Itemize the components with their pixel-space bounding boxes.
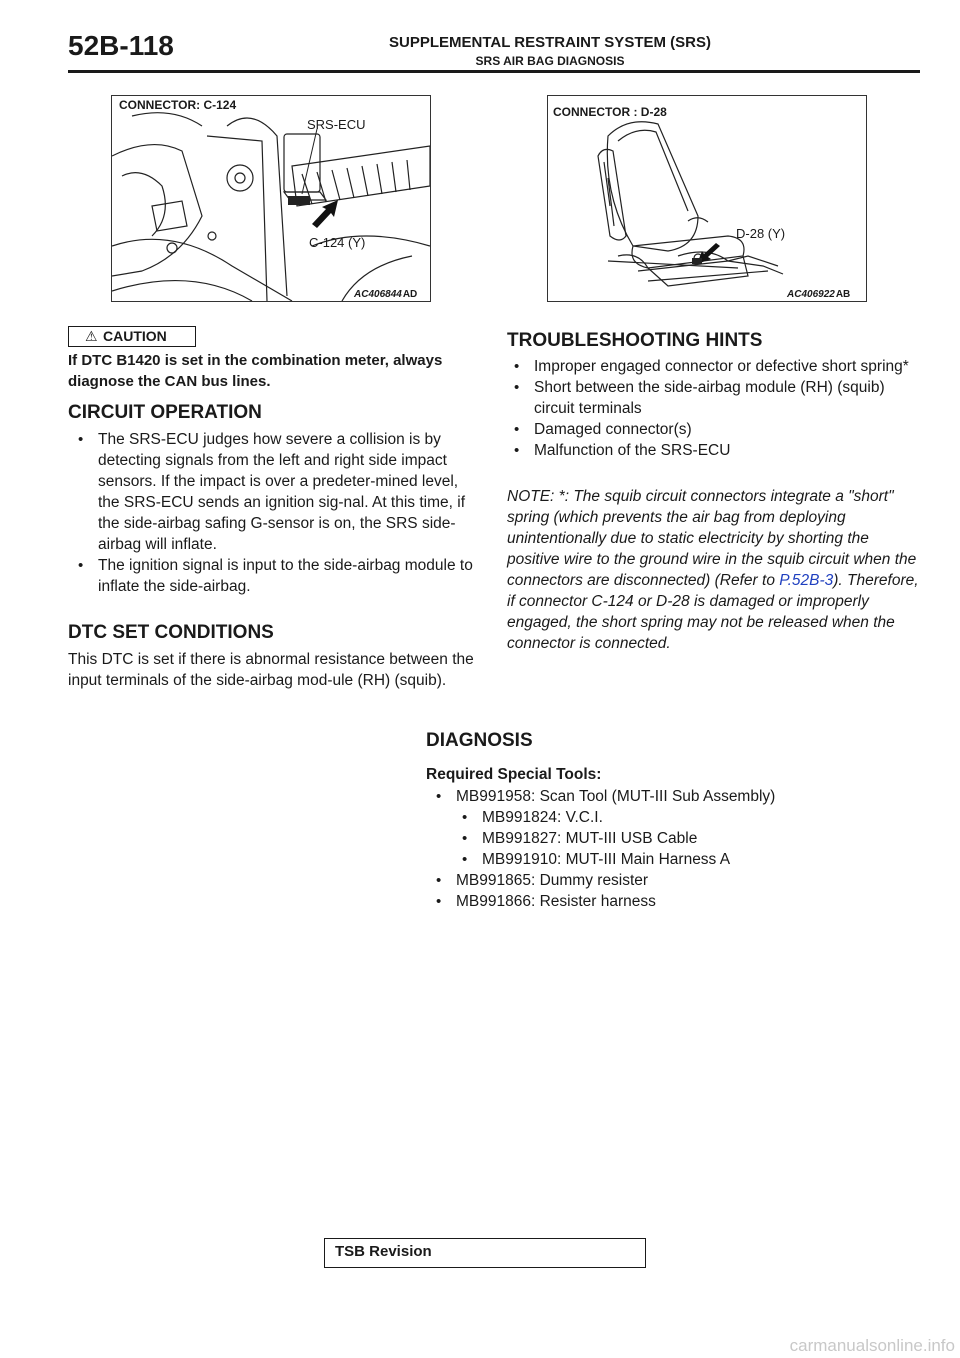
list-item: • MB991827: MUT-III USB Cable — [454, 828, 908, 849]
list-item: • The ignition signal is input to the side-airbag module to inflate the side-airbag. — [70, 555, 480, 597]
list-item: • MB991865: Dummy resister — [428, 870, 908, 891]
list-item: • MB991866: Resister harness — [428, 891, 908, 912]
figure-connector-d28 — [547, 95, 867, 302]
tsb-revision-label: TSB Revision — [335, 1243, 432, 1260]
note-text-end: ). Therefore, if connector C-124 or D-28 is damaged or improperly engaged, the short spring may not be released when the connector is connected. — [507, 572, 919, 652]
circuit-operation-list — [70, 429, 480, 597]
troubleshooting-note — [507, 486, 922, 654]
connector-label-d28: CONNECTOR : D-28 — [553, 105, 667, 119]
list-item: • Improper engaged connector or defective short spring* — [506, 356, 916, 377]
seat-illustration — [548, 96, 866, 301]
diagnosis-heading: DIAGNOSIS — [426, 730, 533, 751]
list-item: • MB991824: V.C.I. — [454, 807, 908, 828]
header-subtitle: SRS AIR BAG DIAGNOSIS — [475, 54, 625, 68]
note-text-start: NOTE: *: The squib circuit connectors integrate a "short" spring (which prevents the air bag from deploying unintentionally due to static electricity by shorting the positive wire to the ground wire in the squib circuit when the connectors are disconnected) (Refer to — [507, 488, 917, 589]
callout-c124: C-124 (Y) — [309, 235, 366, 250]
page-reference-link[interactable]: P.52B-3 — [779, 572, 834, 589]
troubleshooting-heading: TROUBLESHOOTING HINTS — [507, 330, 763, 351]
figure-code: AC406922AB — [787, 289, 851, 300]
list-item: • Damaged connector(s) — [506, 419, 916, 440]
srs-ecu-illustration — [112, 96, 430, 301]
list-item: • The SRS-ECU judges how severe a collision is by detecting signals from the left and right side impact sensors. If the impact is over a predeter-mined level, the SRS-ECU sends an ignition sig-nal. At this time, if the side-airbag safing G-sensor is on, the SRS side-airbag will inflate. — [70, 429, 480, 555]
caution-text: If DTC B1420 is set in the combination meter, always diagnose the CAN bus lines. — [68, 352, 443, 390]
callout-srs-ecu: SRS-ECU — [307, 117, 366, 132]
dtc-set-conditions-text: This DTC is set if there is abnormal resistance between the input terminals of the side-airbag mod-ule (RH) (squib). — [68, 651, 474, 689]
required-tools-list — [428, 786, 908, 912]
caution-box — [68, 326, 196, 347]
required-tools-title: Required Special Tools: — [426, 766, 602, 783]
list-item: • Malfunction of the SRS-ECU — [506, 440, 916, 461]
page-number: 52B-118 — [68, 30, 174, 61]
header-divider — [68, 70, 920, 73]
circuit-operation-heading: CIRCUIT OPERATION — [68, 402, 262, 423]
header-title: SUPPLEMENTAL RESTRAINT SYSTEM (SRS) — [389, 34, 711, 51]
tsb-revision-box — [324, 1238, 646, 1268]
list-item: • MB991910: MUT-III Main Harness A — [454, 849, 908, 870]
figure-code: AC406844AD — [354, 289, 418, 300]
dtc-set-conditions-heading: DTC SET CONDITIONS — [68, 622, 274, 643]
figure-connector-c124 — [111, 95, 431, 302]
warning-triangle-icon: ⚠ — [85, 328, 98, 344]
watermark: carmanualsonline.info — [789, 1336, 955, 1355]
caution-label: CAUTION — [103, 328, 167, 344]
list-item: • Short between the side-airbag module (RH) (squib) circuit terminals — [506, 377, 916, 419]
troubleshooting-list — [506, 356, 916, 461]
callout-d28: D-28 (Y) — [736, 226, 786, 241]
connector-label-c124: CONNECTOR: C-124 — [119, 98, 237, 112]
list-item: • MB991958: Scan Tool (MUT-III Sub Assembly) — [428, 786, 908, 807]
